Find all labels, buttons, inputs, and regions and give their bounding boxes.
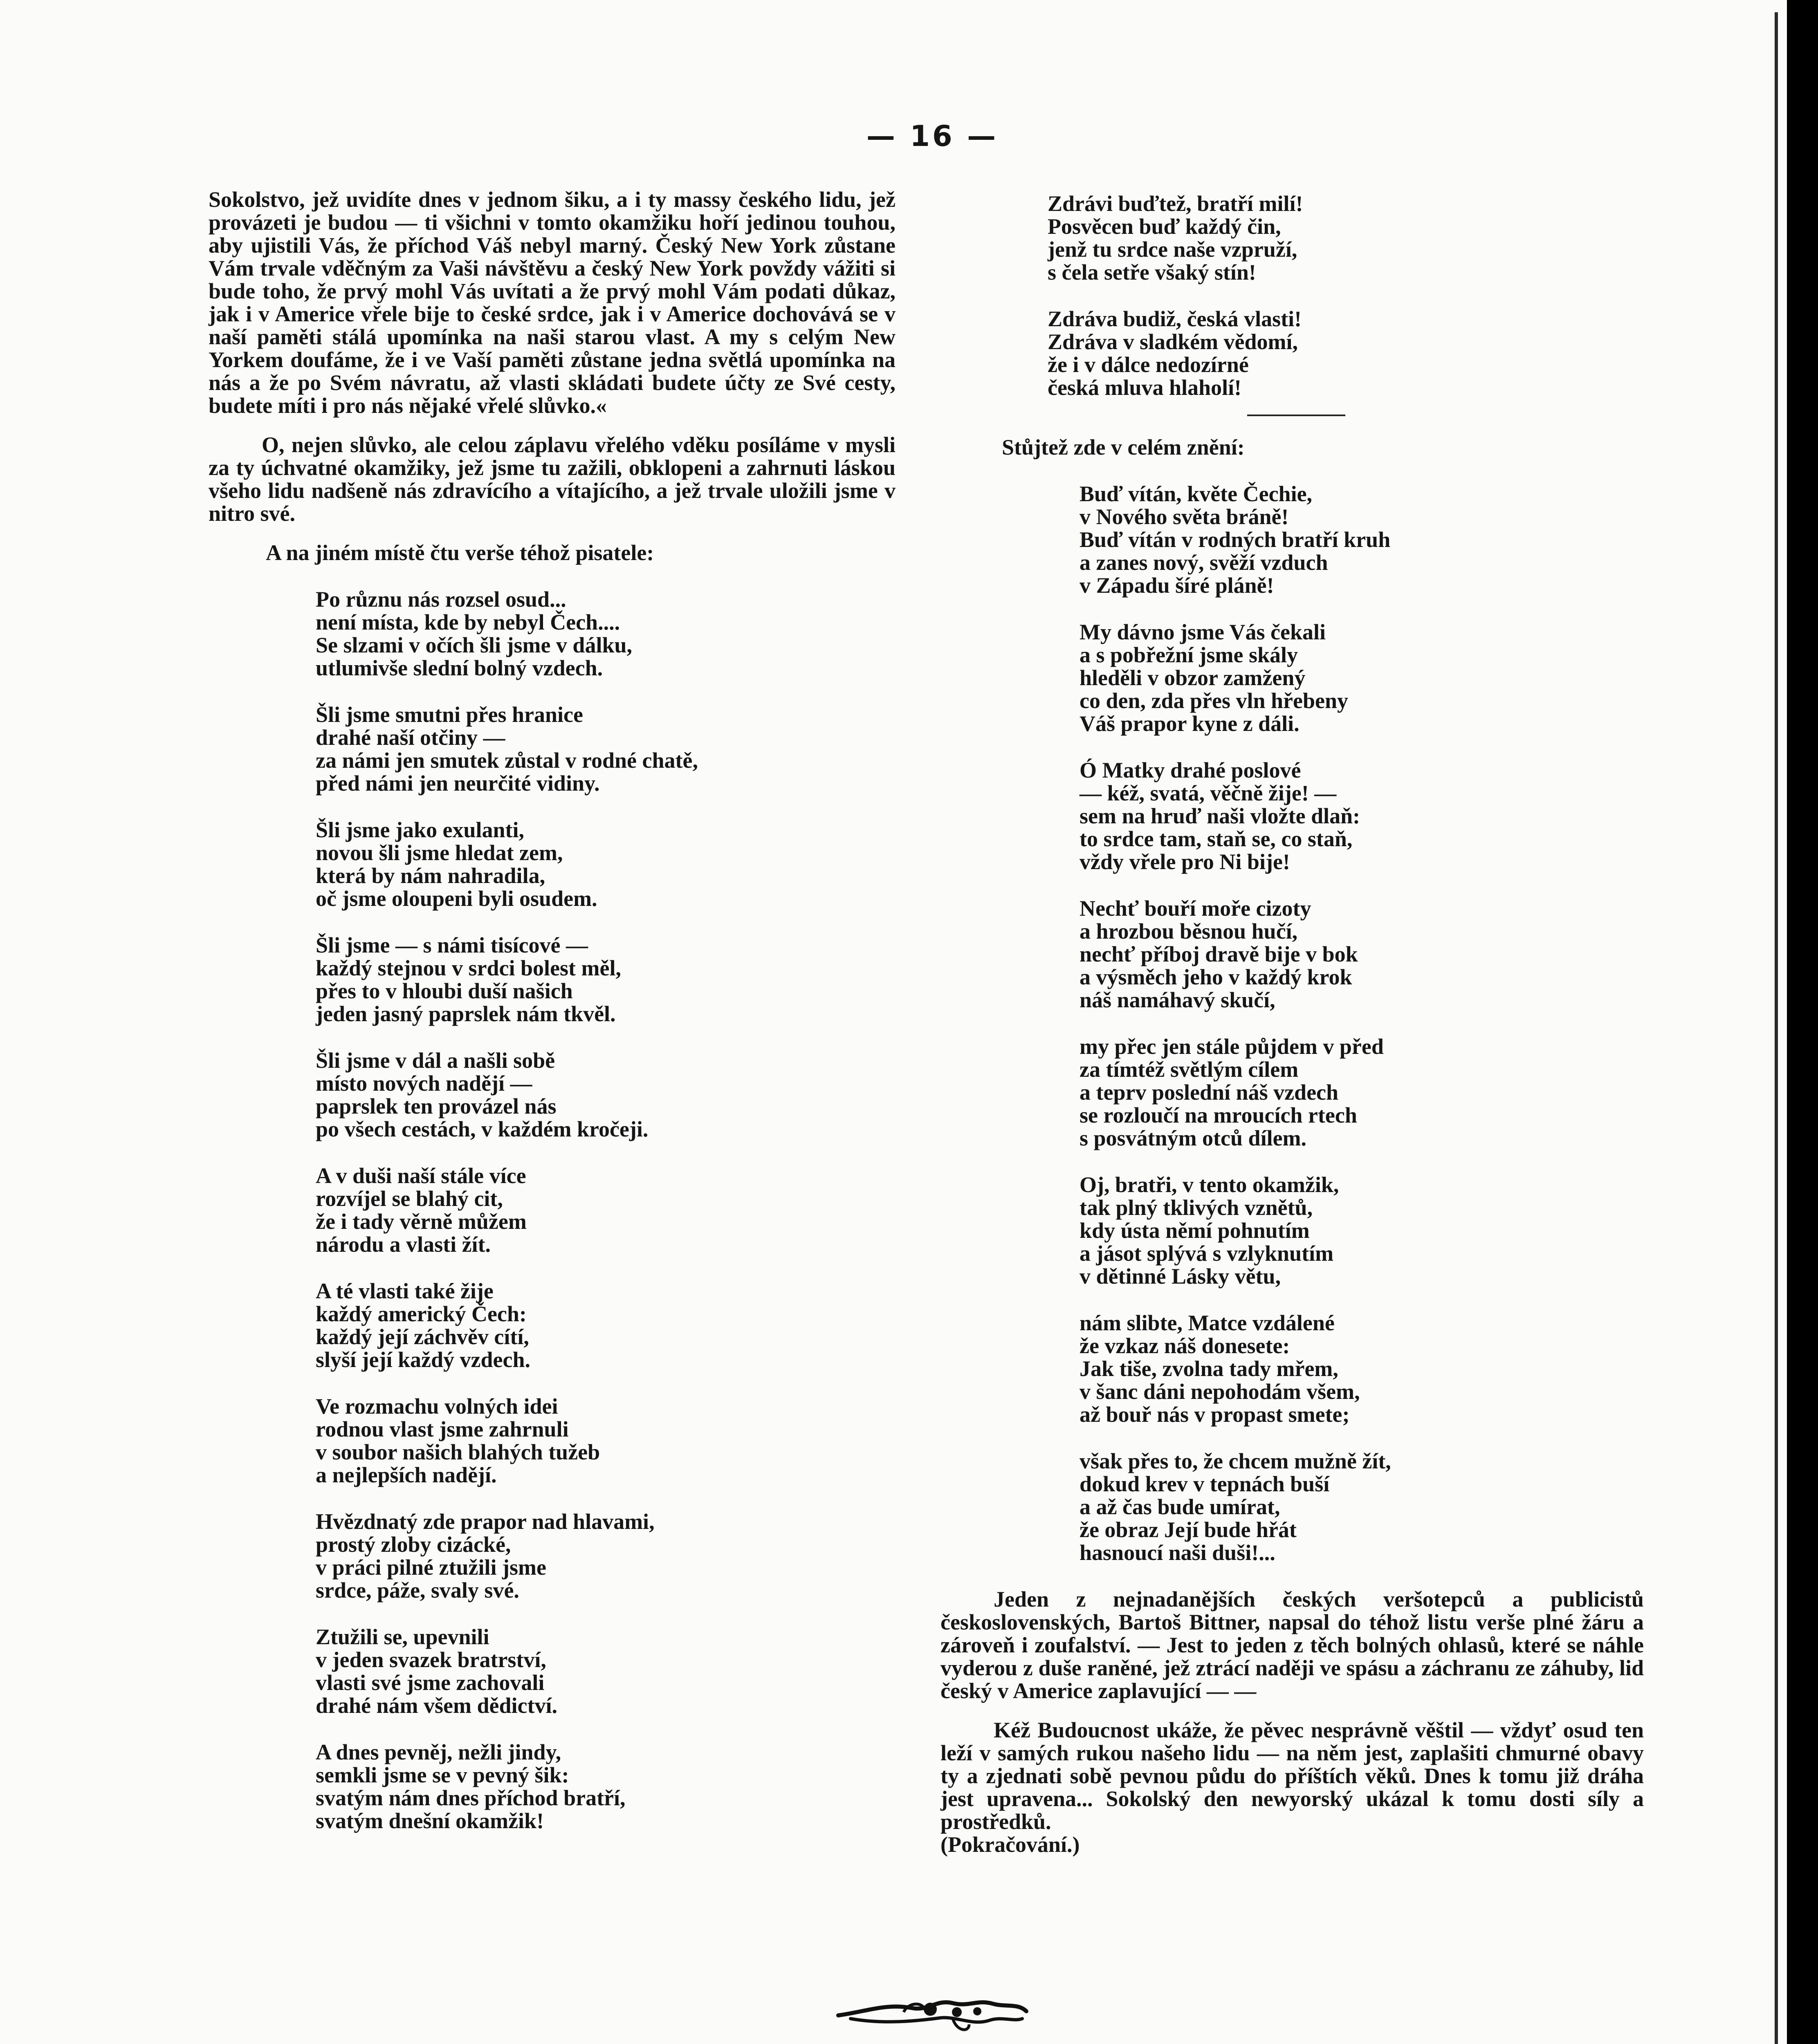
bittner-paragraph: Jeden z nejnadanějších českých veršotepců a publicistů československých, Bartoš Bittner, napsal do téhož listu verše plné žáru a zároveň i zoufalství. — Jest to jeden z těch bolných ohlasů, které se náhle vyderou z duše raněné, jež ztrácí naději ve spásu a záchranu ze záhuby, lid český v Americe zaplavující — — — [940, 1587, 1644, 1703]
poem-stanza: my přec jen stále půjdem v před za tímtéž světlým cílem a teprv poslední náš vzdech se rozloučí na mroucích rtech s posvátným otců dílem. — [1080, 1034, 1384, 1150]
poem-stanza: nám slibte, Matce vzdálené že vzkaz náš donesete: Jak tiše, zvolna tady mřem, v šanc dáni nepohodám všem, až bouř nás v propast smete; — [1080, 1311, 1360, 1427]
poem-stanza: Šli jsme jako exulanti, novou šli jsme hledat zem, která by nám nahradila, oč jsme oloupeni byli osudem. — [316, 818, 597, 911]
left-column — [209, 188, 896, 1856]
poem-stanza: Ve rozmachu volných idei rodnou vlast jsme zahrnuli v soubor našich blahých tužeb a nejlepších nadějí. — [316, 1394, 600, 1487]
poem-stanza: A dnes pevněj, nežli jindy, semkli jsme se v pevný šik: svatým nám dnes příchod bratří, svatým dnešní okamžik! — [316, 1740, 626, 1833]
poem-stanza: však přes to, že chcem mužně žít, dokud krev v tepnách buší a až čas bude umírat, že obraz Její bude hřát hasnoucí naši duši!... — [1080, 1449, 1391, 1565]
poem-stanza: Šli jsme v dál a našli sobě místo nových nadějí — paprslek ten provázel nás po všech cestách, v každém kročeji. — [316, 1048, 649, 1141]
page-number: — 16 — — [866, 119, 999, 153]
poem-stanza: Po různu nás rozsel osud... není místa, kde by nebyl Čech.... Se slzami v očích šli jsme v dálku, utlumivše slední bolný vzdech. — [316, 587, 633, 680]
right-column — [940, 192, 1644, 1872]
poem-stanza: My dávno jsme Vás čekali a s pobřežní jsme skály hleděli v obzor zamžený co den, zda přes vln hřebeny Váš prapor kyne z dáli. — [1080, 620, 1349, 736]
poem-stanza: Hvězdnatý zde prapor nad hlavami, prostý zloby cizácké, v práci pilné ztužili jsme srdce, páže, svaly své. — [316, 1509, 655, 1602]
closing-paragraph: Kéž Budoucnost ukáže, že pěvec nesprávně věštil — vždyť osud ten leží v samých rukou našeho lidu — na něm jest, zaplašiti chmurné obavy ty a zjednati sobě pevnou půdu do příštích věků. Dnes k tomu již dráha jest upravena... Sokolský den newyorský ukázal k tomu dosti síly a prostředků. — [940, 1718, 1644, 1834]
section-divider — [1247, 415, 1345, 416]
greeting-stanza: Zdráva budiž, česká vlasti! Zdráva v sladkém vědomí, že i v dálce nedozírné česká mluva hlaholí! — [1048, 307, 1302, 400]
opening-paragraph: Sokolstvo, jež uvidíte dnes v jednom šiku, a i ty massy českého lidu, jež provázeti je budou — ti všichni v tomto okamžiku hoří jedinou touhou, aby ujistili Vás, že příchod Váš nebyl marný. Český New York zůstane Vám trvale vděčným za Vaši návštěvu a český New York povždy vážiti si bude toho, že prvý mohl Vás uvítati a že prvý mohl Vám podati důkaz, jak i v Americe vřele bije to české srdce, jak i v Americe dochovává se v naší paměti stálá upomínka na naši starou vlast. A my s celým New Yorkem doufáme, že i ve Vaší paměti zůstane jedna světlá upomínka na nás a že po Svém návratu, až vlasti skládati budete účty ze Své cesty, budete míti i pro nás nějaké vřelé slůvko.« — [209, 187, 896, 418]
poem-stanza: A v duši naší stále více rozvíjel se blahý cit, že i tady věrně můžem národu a vlasti žít. — [316, 1163, 527, 1257]
decorative-flourish-icon — [834, 1987, 1030, 2040]
second-paragraph: O, nejen slůvko, ale celou záplavu vřelého vděku posíláme v mysli za ty úchvatné okamžiky, jež jsme tu zažili, obklopeni a zahrnuti láskou všeho lidu nadšeně nás zdravícího a vítajícího, a jež trvale uložili jsme v nitro své. — [209, 433, 896, 526]
poem-intro: A na jiném místě čtu verše téhož pisatele: — [266, 540, 654, 565]
poem-stanza: Ztužili se, upevnili v jeden svazek bratrství, vlasti své jsme zachovali drahé nám všem dědictví. — [316, 1625, 557, 1718]
poem-stanza: Oj, bratři, v tento okamžik, tak plný tklivých vznětů, kdy ústa němí pohnutím a jásot splývá s vzlyknutím v dětinné Lásky větu, — [1080, 1172, 1339, 1289]
poem-stanza: Ó Matky drahé poslové — kéž, svatá, věčně žije! — sem na hruď naši vložte dlaň: to srdce tam, staň se, co staň, vždy vřele pro Ni bije! — [1080, 758, 1360, 874]
poem-stanza: Šli jsme — s námi tisícové — každý stejnou v srdci bolest měl, přes to v hloubi duší našich jeden jasný paprslek nám tkvěl. — [316, 933, 621, 1026]
greeting-stanza: Zdrávi buďtež, bratří milí! Posvěcen buď každý čin, jenž tu srdce naše vzpruží, s čela setře všaký stín! — [1048, 191, 1303, 285]
poem-stanza: A té vlasti také žije každý americký Čech: každý její záchvěv cítí, slyší její každý vzdech. — [316, 1279, 530, 1372]
poem-stanza: Nechť bouří moře cizoty a hrozbou běsnou hučí, nechť příboj dravě bije v bok a výsměch jeho v každý krok náš namáhavý skučí, — [1080, 896, 1358, 1012]
poem-intro: Stůjtež zde v celém znění: — [1002, 435, 1245, 459]
poem-stanza: Buď vítán, květe Čechie, v Nového světa bráně! Buď vítán v rodných bratří kruh a zanes nový, svěží vzduch v Západu šíré pláně! — [1080, 482, 1391, 598]
page-edge-line — [1775, 12, 1778, 2044]
poem-stanza: Šli jsme smutni přes hranice drahé naší otčiny — za námi jen smutek zůstal v rodné chatě, před námi jen neurčité vidiny. — [316, 702, 698, 796]
continuation-note: (Pokračování.) — [940, 1832, 1080, 1857]
